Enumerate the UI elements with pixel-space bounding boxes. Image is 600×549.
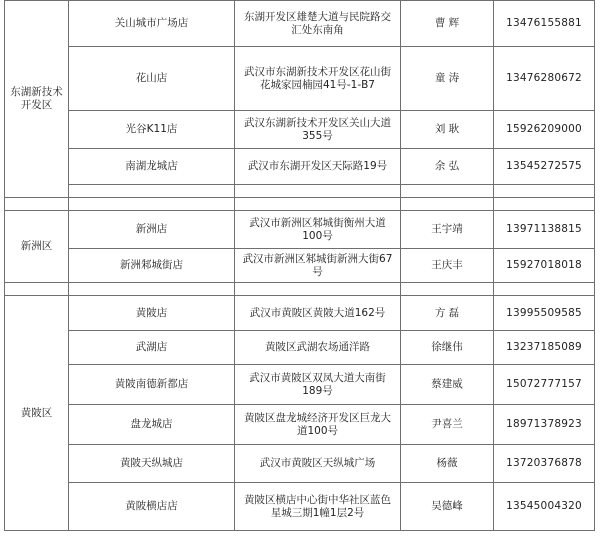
manager-cell: 曹 辉 [401,1,494,47]
empty-cell [235,185,401,198]
manager-cell: 余 弘 [401,149,494,185]
phone-cell: 13971138815 [494,211,595,249]
store-name-cell: 黄陂天纵城店 [69,445,235,483]
manager-cell: 刘 耿 [401,111,494,149]
phone-cell: 13995509585 [494,296,595,331]
phone-cell: 13476155881 [494,1,595,47]
phone-cell: 15926209000 [494,111,595,149]
phone-cell: 13720376878 [494,445,595,483]
address-cell: 黄陂区盘龙城经济开发区巨龙大 道100号 [235,405,401,445]
district-cell: 新洲区 [5,211,69,283]
phone-cell: 13545272575 [494,149,595,185]
phone-cell: 13237185089 [494,331,595,365]
manager-cell: 王宇靖 [401,211,494,249]
empty-cell [494,185,595,198]
address-cell: 武汉市新洲区邾城街衡州大道 100号 [235,211,401,249]
manager-cell: 徐继伟 [401,331,494,365]
store-name-cell: 南湖龙城店 [69,149,235,185]
empty-cell [69,185,235,198]
store-name-cell: 黄陂横店店 [69,483,235,531]
store-name-cell: 新洲邾城街店 [69,249,235,283]
table-row [5,149,595,185]
manager-cell: 吴德峰 [401,483,494,531]
empty-cell [5,198,69,211]
empty-cell [69,198,235,211]
table-row [5,47,595,111]
empty-cell [494,198,595,211]
store-name-cell: 武湖店 [69,331,235,365]
district-cell: 黄陂区 [5,296,69,531]
address-cell: 武汉东湖新技术开发区关山大道 355号 [235,111,401,149]
manager-cell: 蔡建威 [401,365,494,405]
address-cell: 东湖开发区雄楚大道与民院路交 汇处东南角 [235,1,401,47]
store-name-cell: 光谷K11店 [69,111,235,149]
table-row [5,249,595,283]
table-row [5,111,595,149]
table-row [5,445,595,483]
store-table [4,0,595,531]
spacer-row [5,283,595,296]
phone-cell: 13545004320 [494,483,595,531]
address-cell: 武汉市东湖开发区天际路19号 [235,149,401,185]
empty-cell [401,283,494,296]
table-row [5,296,595,331]
address-cell: 武汉市新洲区邾城街新洲大街67 号 [235,249,401,283]
phone-cell: 13476280672 [494,47,595,111]
store-name-cell: 新洲店 [69,211,235,249]
empty-cell [5,283,69,296]
phone-cell: 15072777157 [494,365,595,405]
address-cell: 武汉市黄陂区双凤大道大南街 189号 [235,365,401,405]
table-row [5,211,595,249]
table-row [5,331,595,365]
manager-cell: 杨薇 [401,445,494,483]
address-cell: 武汉市东湖新技术开发区花山街 花城家园楠园41号-1-B7 [235,47,401,111]
address-cell: 黄陂区横店中心街中华社区蓝色 星城三期1幢1层2号 [235,483,401,531]
address-cell: 武汉市黄陂区黄陂大道162号 [235,296,401,331]
empty-cell [235,198,401,211]
empty-cell [401,198,494,211]
store-name-cell: 盘龙城店 [69,405,235,445]
empty-cell [69,283,235,296]
manager-cell: 尹喜兰 [401,405,494,445]
empty-cell [401,185,494,198]
table-row [5,1,595,47]
store-name-cell: 黄陂南德新都店 [69,365,235,405]
manager-cell: 方 磊 [401,296,494,331]
empty-cell [494,283,595,296]
empty-cell [235,283,401,296]
phone-cell: 15927018018 [494,249,595,283]
address-cell: 黄陂区武湖农场通洋路 [235,331,401,365]
spacer-row [5,198,595,211]
phone-cell: 18971378923 [494,405,595,445]
district-cell: 东湖新技术 开发区 [5,1,69,198]
table-row [5,365,595,405]
store-name-cell: 关山城市广场店 [69,1,235,47]
manager-cell: 童 涛 [401,47,494,111]
spacer-row [5,185,595,198]
address-cell: 武汉市黄陂区天纵城广场 [235,445,401,483]
table-row [5,483,595,531]
manager-cell: 王庆丰 [401,249,494,283]
table-row [5,405,595,445]
store-name-cell: 花山店 [69,47,235,111]
store-name-cell: 黄陂店 [69,296,235,331]
